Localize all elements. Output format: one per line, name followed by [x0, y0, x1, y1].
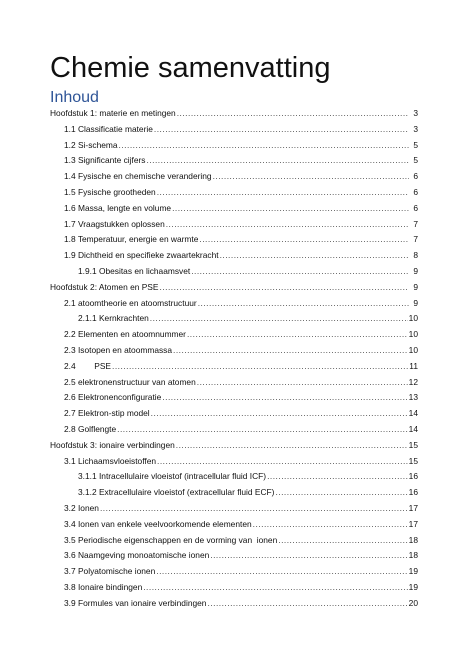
- toc-entry[interactable]: [50, 596, 418, 612]
- toc-entry-page-number: 16: [408, 487, 418, 498]
- toc-entry[interactable]: [50, 438, 418, 454]
- toc-entry[interactable]: [50, 248, 418, 264]
- toc-entry-page-number: 7: [413, 218, 418, 229]
- toc-entry-label: 3.5 Periodische eigenschappen en de vorming van ionen: [64, 533, 277, 549]
- toc-entry-label: 1.6 Massa, lengte en volume: [64, 201, 171, 217]
- toc-entry-label: 2.3 Isotopen en atoommassa: [64, 343, 172, 359]
- toc-entry-label: 1.7 Vraagstukken oplossen: [64, 217, 165, 233]
- toc-entry-page-number: 15: [408, 455, 418, 466]
- toc-entry-label: 2.2 Elementen en atoomnummer: [64, 327, 186, 343]
- toc-entry-label: 1.2 Si-schema: [64, 138, 118, 154]
- toc-entry-page-number: 18: [408, 534, 418, 545]
- toc-entry-label: 2.8 Golflengte: [64, 422, 116, 438]
- toc-entry-label: 2.4 PSE: [64, 359, 111, 375]
- toc-entry-page-number: 9: [413, 281, 418, 292]
- toc-entry[interactable]: [50, 501, 418, 517]
- toc-entry[interactable]: [50, 375, 418, 391]
- toc-dot-leader: [220, 248, 409, 264]
- toc-entry-label: Hoofdstuk 1: materie en metingen: [50, 106, 176, 122]
- toc-dot-leader: [177, 106, 409, 122]
- toc-entry[interactable]: [50, 469, 418, 485]
- toc-entry-label: 1.4 Fysische en chemische verandering: [64, 169, 212, 185]
- toc-dot-leader: [143, 580, 407, 596]
- toc-dot-leader: [146, 153, 409, 169]
- toc-dot-leader: [275, 485, 407, 501]
- toc-dot-leader: [112, 359, 408, 375]
- toc-entry[interactable]: [50, 422, 418, 438]
- toc-entry-label: 3.4 Ionen van enkele veelvoorkomende elementen: [64, 517, 252, 533]
- toc-entry-page-number: 17: [408, 502, 418, 513]
- toc-dot-leader: [159, 280, 409, 296]
- toc-entry-page-number: 5: [413, 155, 418, 166]
- toc-dot-leader: [197, 375, 408, 391]
- toc-entry-label: 1.8 Temperatuur, energie en warmte: [64, 232, 198, 248]
- toc-dot-leader: [199, 232, 409, 248]
- toc-entry-page-number: 14: [408, 423, 418, 434]
- toc-entry[interactable]: [50, 280, 418, 296]
- toc-entry[interactable]: [50, 311, 418, 327]
- toc-entry-page-number: 11: [409, 360, 418, 371]
- toc-entry[interactable]: [50, 564, 418, 580]
- toc-dot-leader: [100, 501, 408, 517]
- toc-entry[interactable]: [50, 201, 418, 217]
- toc-entry-label: 3.8 Ionaire bindingen: [64, 580, 142, 596]
- toc-entry-label: 2.1 atoomtheorie en atoomstructuur: [64, 296, 197, 312]
- toc-entry-label: 1.9.1 Obesitas en lichaamsvet: [78, 264, 190, 280]
- toc-entry-label: 3.1 Lichaamsvloeistoffen: [64, 454, 156, 470]
- toc-dot-leader: [162, 390, 407, 406]
- toc-entry-page-number: 20: [408, 597, 418, 608]
- toc-entry[interactable]: [50, 343, 418, 359]
- page-title: Chemie samenvatting: [50, 52, 331, 84]
- toc-dot-leader: [117, 422, 408, 438]
- toc-entry[interactable]: [50, 153, 418, 169]
- toc-dot-leader: [198, 296, 409, 312]
- toc-entry-label: 3.9 Formules van ionaire verbindingen: [64, 596, 206, 612]
- toc-entry[interactable]: [50, 359, 418, 375]
- toc-dot-leader: [150, 311, 408, 327]
- table-of-contents: [50, 106, 418, 612]
- toc-entry[interactable]: [50, 169, 418, 185]
- toc-entry-label: Hoofdstuk 2: Atomen en PSE: [50, 280, 158, 296]
- toc-dot-leader: [207, 596, 407, 612]
- toc-dot-leader: [213, 169, 409, 185]
- toc-dot-leader: [173, 343, 408, 359]
- toc-entry[interactable]: [50, 548, 418, 564]
- toc-heading: Inhoud: [50, 89, 99, 106]
- toc-entry-label: 1.3 Significante cijfers: [64, 153, 145, 169]
- toc-entry[interactable]: [50, 185, 418, 201]
- toc-entry-label: 1.5 Fysische grootheden: [64, 185, 156, 201]
- toc-entry[interactable]: [50, 517, 418, 533]
- toc-entry-page-number: 13: [408, 392, 418, 403]
- toc-entry-label: 1.1 Classificatie materie: [64, 122, 153, 138]
- toc-dot-leader: [151, 406, 408, 422]
- toc-entry-page-number: 3: [413, 123, 418, 134]
- toc-dot-leader: [157, 185, 409, 201]
- toc-entry-page-number: 6: [413, 186, 418, 197]
- toc-entry-page-number: 19: [408, 581, 418, 592]
- toc-entry-page-number: 6: [413, 202, 418, 213]
- toc-dot-leader: [172, 201, 409, 217]
- toc-entry[interactable]: [50, 122, 418, 138]
- toc-entry-page-number: 5: [413, 139, 418, 150]
- toc-dot-leader: [191, 264, 409, 280]
- toc-entry-label: 3.6 Naamgeving monoatomische ionen: [64, 548, 209, 564]
- toc-entry-label: 3.1.2 Extracellulaire vloeistof (extracellular fluid ECF): [78, 485, 274, 501]
- toc-entry-page-number: 10: [408, 329, 418, 340]
- toc-entry[interactable]: [50, 580, 418, 596]
- toc-dot-leader: [156, 564, 407, 580]
- toc-entry[interactable]: [50, 217, 418, 233]
- toc-dot-leader: [253, 517, 408, 533]
- toc-entry-page-number: 8: [413, 250, 418, 261]
- toc-entry-page-number: 12: [408, 376, 418, 387]
- toc-entry-label: 1.9 Dichtheid en specifieke zwaartekracht: [64, 248, 219, 264]
- toc-entry-page-number: 10: [408, 313, 418, 324]
- toc-entry[interactable]: [50, 485, 418, 501]
- toc-entry-label: 2.1.1 Kernkrachten: [78, 311, 149, 327]
- toc-entry[interactable]: [50, 264, 418, 280]
- toc-dot-leader: [267, 469, 408, 485]
- toc-entry[interactable]: [50, 390, 418, 406]
- toc-entry-page-number: 18: [408, 550, 418, 561]
- toc-dot-leader: [166, 217, 409, 233]
- toc-dot-leader: [187, 327, 408, 343]
- toc-entry-label: 2.7 Elektron-stip model: [64, 406, 150, 422]
- toc-entry-page-number: 10: [408, 344, 418, 355]
- toc-entry-page-number: 17: [408, 518, 418, 529]
- toc-entry[interactable]: [50, 138, 418, 154]
- toc-entry[interactable]: [50, 296, 418, 312]
- toc-entry-page-number: 16: [408, 471, 418, 482]
- toc-dot-leader: [210, 548, 407, 564]
- toc-entry-page-number: 6: [413, 171, 418, 182]
- toc-dot-leader: [119, 138, 409, 154]
- toc-entry-page-number: 14: [408, 408, 418, 419]
- toc-entry[interactable]: [50, 327, 418, 343]
- toc-entry-page-number: 7: [413, 234, 418, 245]
- toc-entry[interactable]: [50, 232, 418, 248]
- toc-entry[interactable]: [50, 454, 418, 470]
- toc-entry-label: 3.7 Polyatomische ionen: [64, 564, 155, 580]
- toc-entry-label: Hoofdstuk 3: ionaire verbindingen: [50, 438, 175, 454]
- toc-dot-leader: [154, 122, 409, 138]
- toc-entry-label: 2.5 elektronenstructuur van atomen: [64, 375, 196, 391]
- toc-entry-page-number: 15: [408, 439, 418, 450]
- toc-entry-label: 2.6 Elektronenconfiguratie: [64, 390, 161, 406]
- toc-entry-label: 3.1.1 Intracellulaire vloeistof (intracellular fluid ICF): [78, 469, 266, 485]
- toc-dot-leader: [176, 438, 408, 454]
- toc-entry-page-number: 19: [408, 566, 418, 577]
- toc-dot-leader: [157, 454, 408, 470]
- toc-entry-label: 3.2 Ionen: [64, 501, 99, 517]
- toc-entry-page-number: 9: [413, 297, 418, 308]
- toc-dot-leader: [278, 533, 407, 549]
- toc-entry-page-number: 9: [413, 265, 418, 276]
- toc-entry[interactable]: [50, 106, 418, 122]
- toc-entry[interactable]: [50, 406, 418, 422]
- toc-entry[interactable]: [50, 533, 418, 549]
- toc-entry-page-number: 3: [413, 108, 418, 118]
